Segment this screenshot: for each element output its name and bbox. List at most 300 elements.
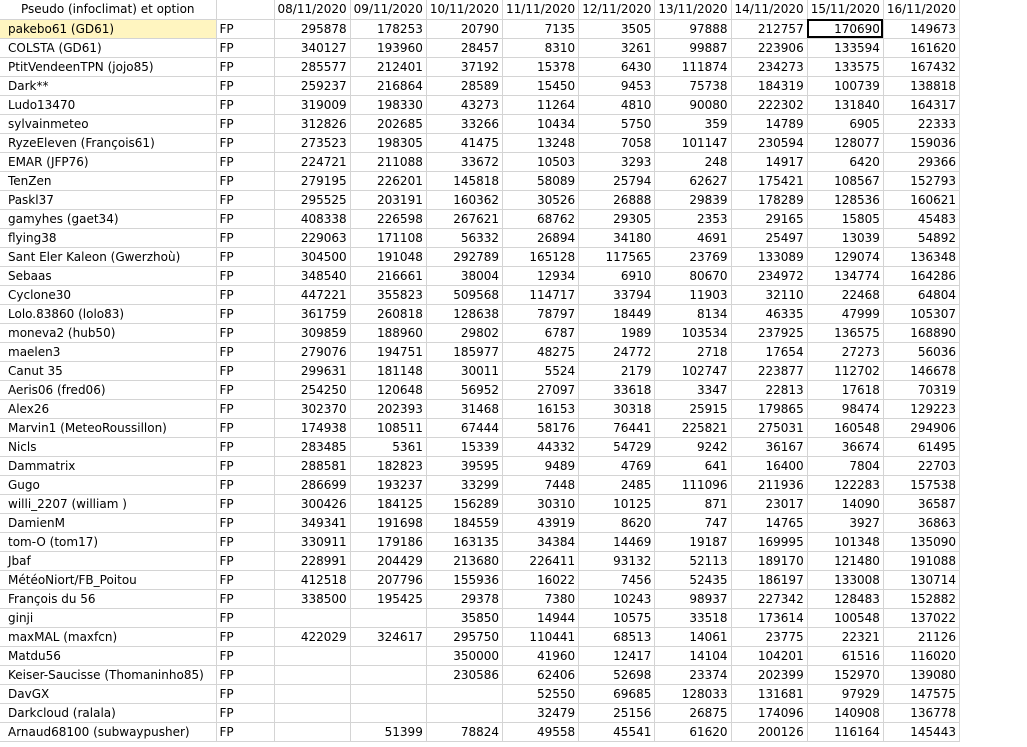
cell-value[interactable]: 51399 bbox=[350, 722, 426, 741]
cell-value[interactable]: 25794 bbox=[579, 171, 655, 190]
cell-option[interactable]: FP bbox=[216, 152, 274, 171]
cell-value[interactable]: 188960 bbox=[350, 323, 426, 342]
cell-value[interactable]: 168890 bbox=[883, 323, 959, 342]
column-header-option[interactable] bbox=[216, 0, 274, 19]
cell-pseudo[interactable]: Dammatrix bbox=[0, 456, 216, 475]
cell-value[interactable]: 174096 bbox=[731, 703, 807, 722]
cell-value[interactable]: 185977 bbox=[426, 342, 502, 361]
cell-option[interactable]: FP bbox=[216, 551, 274, 570]
cell-value[interactable]: 68762 bbox=[503, 209, 579, 228]
cell-value[interactable]: 32110 bbox=[731, 285, 807, 304]
cell-value[interactable]: 7380 bbox=[503, 589, 579, 608]
cell-pseudo[interactable]: Marvin1 (MeteoRoussillon) bbox=[0, 418, 216, 437]
cell-value[interactable]: 111874 bbox=[655, 57, 731, 76]
cell-value[interactable]: 90080 bbox=[655, 95, 731, 114]
cell-value[interactable]: 6787 bbox=[503, 323, 579, 342]
cell-value[interactable]: 228991 bbox=[274, 551, 350, 570]
cell-value[interactable]: 36167 bbox=[731, 437, 807, 456]
cell-value[interactable]: 61620 bbox=[655, 722, 731, 741]
cell-value[interactable]: 355823 bbox=[350, 285, 426, 304]
cell-value[interactable]: 25156 bbox=[579, 703, 655, 722]
cell-value[interactable]: 182823 bbox=[350, 456, 426, 475]
cell-value[interactable]: 203191 bbox=[350, 190, 426, 209]
cell-value[interactable]: 116020 bbox=[883, 646, 959, 665]
cell-value[interactable]: 226201 bbox=[350, 171, 426, 190]
cell-value[interactable]: 156289 bbox=[426, 494, 502, 513]
cell-value[interactable]: 15339 bbox=[426, 437, 502, 456]
cell-value[interactable]: 184319 bbox=[731, 76, 807, 95]
column-header-date[interactable]: 14/11/2020 bbox=[731, 0, 807, 19]
cell-value[interactable]: 15450 bbox=[503, 76, 579, 95]
cell-value[interactable]: 165128 bbox=[503, 247, 579, 266]
cell-value[interactable]: 97888 bbox=[655, 19, 731, 38]
cell-value[interactable]: 186197 bbox=[731, 570, 807, 589]
cell-value[interactable]: 178289 bbox=[731, 190, 807, 209]
cell-value[interactable]: 295525 bbox=[274, 190, 350, 209]
cell-pseudo[interactable]: Aeris06 (fred06) bbox=[0, 380, 216, 399]
cell-value[interactable]: 136778 bbox=[883, 703, 959, 722]
cell-option[interactable]: FP bbox=[216, 665, 274, 684]
cell-value[interactable]: 35850 bbox=[426, 608, 502, 627]
cell-value[interactable]: 80670 bbox=[655, 266, 731, 285]
cell-value[interactable]: 178253 bbox=[350, 19, 426, 38]
cell-value[interactable]: 3293 bbox=[579, 152, 655, 171]
cell-option[interactable]: FP bbox=[216, 228, 274, 247]
cell-value[interactable]: 25915 bbox=[655, 399, 731, 418]
cell-value[interactable]: 237925 bbox=[731, 323, 807, 342]
cell-value[interactable] bbox=[274, 684, 350, 703]
cell-value[interactable]: 10434 bbox=[503, 114, 579, 133]
cell-value[interactable]: 204429 bbox=[350, 551, 426, 570]
cell-value[interactable]: 78797 bbox=[503, 304, 579, 323]
cell-value[interactable]: 33618 bbox=[579, 380, 655, 399]
cell-option[interactable]: FP bbox=[216, 703, 274, 722]
cell-value[interactable]: 191088 bbox=[883, 551, 959, 570]
cell-value[interactable]: 871 bbox=[655, 494, 731, 513]
cell-option[interactable]: FP bbox=[216, 190, 274, 209]
cell-value[interactable]: 112702 bbox=[807, 361, 883, 380]
cell-value[interactable]: 128077 bbox=[807, 133, 883, 152]
cell-value[interactable]: 4691 bbox=[655, 228, 731, 247]
cell-value[interactable]: 17618 bbox=[807, 380, 883, 399]
cell-value[interactable]: 7058 bbox=[579, 133, 655, 152]
cell-option[interactable]: FP bbox=[216, 646, 274, 665]
cell-value[interactable]: 191048 bbox=[350, 247, 426, 266]
column-header-date[interactable]: 15/11/2020 bbox=[807, 0, 883, 19]
cell-value[interactable]: 275031 bbox=[731, 418, 807, 437]
cell-value[interactable]: 2179 bbox=[579, 361, 655, 380]
cell-value[interactable]: 33518 bbox=[655, 608, 731, 627]
cell-value[interactable]: 23769 bbox=[655, 247, 731, 266]
cell-option[interactable]: FP bbox=[216, 323, 274, 342]
cell-value[interactable] bbox=[426, 703, 502, 722]
cell-value[interactable] bbox=[350, 646, 426, 665]
cell-value[interactable]: 312826 bbox=[274, 114, 350, 133]
cell-value[interactable]: 11264 bbox=[503, 95, 579, 114]
cell-value[interactable]: 52435 bbox=[655, 570, 731, 589]
cell-pseudo[interactable]: Gugo bbox=[0, 475, 216, 494]
cell-value[interactable]: 152882 bbox=[883, 589, 959, 608]
cell-value[interactable]: 213680 bbox=[426, 551, 502, 570]
cell-pseudo[interactable]: tom-O (tom17) bbox=[0, 532, 216, 551]
cell-value[interactable]: 58089 bbox=[503, 171, 579, 190]
column-header-date[interactable]: 13/11/2020 bbox=[655, 0, 731, 19]
cell-pseudo[interactable]: sylvainmeteo bbox=[0, 114, 216, 133]
cell-value[interactable]: 361759 bbox=[274, 304, 350, 323]
cell-value[interactable]: 99887 bbox=[655, 38, 731, 57]
cell-pseudo[interactable]: maxMAL (maxfcn) bbox=[0, 627, 216, 646]
cell-value[interactable] bbox=[350, 665, 426, 684]
cell-value[interactable]: 34180 bbox=[579, 228, 655, 247]
cell-value[interactable]: 30526 bbox=[503, 190, 579, 209]
cell-value[interactable]: 254250 bbox=[274, 380, 350, 399]
cell-value[interactable]: 179186 bbox=[350, 532, 426, 551]
cell-value[interactable]: 31468 bbox=[426, 399, 502, 418]
cell-pseudo[interactable]: Dark** bbox=[0, 76, 216, 95]
cell-value[interactable]: 160362 bbox=[426, 190, 502, 209]
cell-value[interactable]: 108511 bbox=[350, 418, 426, 437]
cell-option[interactable]: FP bbox=[216, 608, 274, 627]
cell-value[interactable]: 163135 bbox=[426, 532, 502, 551]
cell-value[interactable]: 32479 bbox=[503, 703, 579, 722]
cell-value[interactable]: 14104 bbox=[655, 646, 731, 665]
cell-option[interactable]: FP bbox=[216, 285, 274, 304]
cell-value[interactable]: 47999 bbox=[807, 304, 883, 323]
cell-value[interactable]: 216864 bbox=[350, 76, 426, 95]
cell-value[interactable]: 191698 bbox=[350, 513, 426, 532]
cell-value[interactable]: 273523 bbox=[274, 133, 350, 152]
cell-option[interactable]: FP bbox=[216, 57, 274, 76]
cell-value[interactable]: 2485 bbox=[579, 475, 655, 494]
cell-value[interactable]: 300426 bbox=[274, 494, 350, 513]
cell-value[interactable]: 137022 bbox=[883, 608, 959, 627]
cell-value[interactable]: 164317 bbox=[883, 95, 959, 114]
cell-value[interactable]: 330911 bbox=[274, 532, 350, 551]
cell-value[interactable]: 1989 bbox=[579, 323, 655, 342]
cell-value[interactable]: 41960 bbox=[503, 646, 579, 665]
cell-value[interactable]: 248 bbox=[655, 152, 731, 171]
cell-value[interactable]: 198330 bbox=[350, 95, 426, 114]
cell-value[interactable]: 33299 bbox=[426, 475, 502, 494]
cell-value[interactable]: 304500 bbox=[274, 247, 350, 266]
cell-pseudo[interactable]: Lolo.83860 (lolo83) bbox=[0, 304, 216, 323]
cell-value[interactable]: 26875 bbox=[655, 703, 731, 722]
cell-value[interactable]: 234273 bbox=[731, 57, 807, 76]
cell-option[interactable]: FP bbox=[216, 475, 274, 494]
cell-option[interactable]: FP bbox=[216, 209, 274, 228]
cell-value[interactable]: 30011 bbox=[426, 361, 502, 380]
cell-value[interactable]: 13039 bbox=[807, 228, 883, 247]
cell-option[interactable]: FP bbox=[216, 247, 274, 266]
cell-value[interactable]: 202685 bbox=[350, 114, 426, 133]
cell-value[interactable]: 340127 bbox=[274, 38, 350, 57]
cell-value[interactable]: 140908 bbox=[807, 703, 883, 722]
cell-value[interactable]: 4810 bbox=[579, 95, 655, 114]
cell-value[interactable]: 211088 bbox=[350, 152, 426, 171]
cell-value[interactable] bbox=[274, 608, 350, 627]
cell-value[interactable]: 408338 bbox=[274, 209, 350, 228]
cell-value[interactable]: 184559 bbox=[426, 513, 502, 532]
cell-pseudo[interactable]: Ludo13470 bbox=[0, 95, 216, 114]
cell-pseudo[interactable]: maelen3 bbox=[0, 342, 216, 361]
cell-value[interactable]: 2718 bbox=[655, 342, 731, 361]
cell-value[interactable]: 27273 bbox=[807, 342, 883, 361]
cell-value[interactable]: 14061 bbox=[655, 627, 731, 646]
cell-value[interactable] bbox=[350, 703, 426, 722]
cell-value[interactable]: 288581 bbox=[274, 456, 350, 475]
cell-value[interactable]: 348540 bbox=[274, 266, 350, 285]
cell-value[interactable]: 22813 bbox=[731, 380, 807, 399]
cell-pseudo[interactable]: Nicls bbox=[0, 437, 216, 456]
cell-pseudo[interactable]: pakebo61 (GD61) bbox=[0, 19, 216, 38]
cell-value[interactable]: 22468 bbox=[807, 285, 883, 304]
cell-value[interactable]: 100548 bbox=[807, 608, 883, 627]
cell-value[interactable]: 324617 bbox=[350, 627, 426, 646]
cell-pseudo[interactable]: Sant Eler Kaleon (Gwerzhoù) bbox=[0, 247, 216, 266]
cell-value[interactable] bbox=[274, 665, 350, 684]
cell-value[interactable]: 61495 bbox=[883, 437, 959, 456]
cell-value[interactable]: 8134 bbox=[655, 304, 731, 323]
cell-value[interactable]: 267621 bbox=[426, 209, 502, 228]
cell-value[interactable]: 198305 bbox=[350, 133, 426, 152]
cell-value[interactable]: 62406 bbox=[503, 665, 579, 684]
cell-value[interactable]: 3261 bbox=[579, 38, 655, 57]
cell-value[interactable]: 145818 bbox=[426, 171, 502, 190]
cell-value[interactable]: 61516 bbox=[807, 646, 883, 665]
cell-value[interactable]: 193960 bbox=[350, 38, 426, 57]
cell-value[interactable]: 69685 bbox=[579, 684, 655, 703]
column-header-date[interactable]: 08/11/2020 bbox=[274, 0, 350, 19]
cell-value[interactable]: 295750 bbox=[426, 627, 502, 646]
cell-value[interactable]: 41475 bbox=[426, 133, 502, 152]
cell-value[interactable]: 227342 bbox=[731, 589, 807, 608]
cell-value[interactable]: 134774 bbox=[807, 266, 883, 285]
cell-value[interactable]: 128033 bbox=[655, 684, 731, 703]
cell-value[interactable]: 128638 bbox=[426, 304, 502, 323]
cell-value[interactable] bbox=[274, 703, 350, 722]
cell-value[interactable]: 175421 bbox=[731, 171, 807, 190]
cell-value[interactable]: 27097 bbox=[503, 380, 579, 399]
cell-value[interactable]: 3347 bbox=[655, 380, 731, 399]
cell-value[interactable]: 3927 bbox=[807, 513, 883, 532]
cell-value[interactable]: 14765 bbox=[731, 513, 807, 532]
cell-value[interactable]: 70319 bbox=[883, 380, 959, 399]
cell-value[interactable]: 14469 bbox=[579, 532, 655, 551]
cell-option[interactable]: FP bbox=[216, 494, 274, 513]
cell-value[interactable]: 105307 bbox=[883, 304, 959, 323]
cell-value[interactable]: 97929 bbox=[807, 684, 883, 703]
cell-value[interactable]: 58176 bbox=[503, 418, 579, 437]
cell-value[interactable]: 10125 bbox=[579, 494, 655, 513]
cell-value[interactable]: 14944 bbox=[503, 608, 579, 627]
cell-value[interactable]: 98937 bbox=[655, 589, 731, 608]
cell-option[interactable]: FP bbox=[216, 456, 274, 475]
cell-value[interactable]: 159036 bbox=[883, 133, 959, 152]
cell-value[interactable]: 226411 bbox=[503, 551, 579, 570]
cell-value[interactable]: 6910 bbox=[579, 266, 655, 285]
cell-value[interactable]: 116164 bbox=[807, 722, 883, 741]
cell-value[interactable]: 38004 bbox=[426, 266, 502, 285]
cell-value[interactable]: 37192 bbox=[426, 57, 502, 76]
cell-pseudo[interactable]: willi_2207 (william ) bbox=[0, 494, 216, 513]
cell-pseudo[interactable]: gamyhes (gaet34) bbox=[0, 209, 216, 228]
cell-value[interactable]: 230586 bbox=[426, 665, 502, 684]
cell-value[interactable]: 26888 bbox=[579, 190, 655, 209]
cell-value[interactable]: 152793 bbox=[883, 171, 959, 190]
cell-option[interactable]: FP bbox=[216, 342, 274, 361]
cell-value[interactable]: 152970 bbox=[807, 665, 883, 684]
cell-pseudo[interactable]: DavGX bbox=[0, 684, 216, 703]
cell-value[interactable]: 447221 bbox=[274, 285, 350, 304]
cell-value[interactable]: 64804 bbox=[883, 285, 959, 304]
cell-value[interactable]: 129223 bbox=[883, 399, 959, 418]
cell-value[interactable]: 29378 bbox=[426, 589, 502, 608]
cell-value[interactable]: 30310 bbox=[503, 494, 579, 513]
column-header-date[interactable]: 12/11/2020 bbox=[579, 0, 655, 19]
cell-option[interactable]: FP bbox=[216, 19, 274, 38]
cell-value[interactable]: 122283 bbox=[807, 475, 883, 494]
cell-value[interactable]: 149673 bbox=[883, 19, 959, 38]
cell-value[interactable]: 133575 bbox=[807, 57, 883, 76]
cell-value[interactable]: 223906 bbox=[731, 38, 807, 57]
cell-value[interactable]: 48275 bbox=[503, 342, 579, 361]
cell-value[interactable]: 43273 bbox=[426, 95, 502, 114]
cell-value[interactable]: 211936 bbox=[731, 475, 807, 494]
cell-value[interactable]: 6905 bbox=[807, 114, 883, 133]
cell-value[interactable]: 16400 bbox=[731, 456, 807, 475]
cell-value[interactable]: 179865 bbox=[731, 399, 807, 418]
cell-pseudo[interactable]: François du 56 bbox=[0, 589, 216, 608]
cell-option[interactable]: FP bbox=[216, 38, 274, 57]
cell-pseudo[interactable]: PtitVendeenTPN (jojo85) bbox=[0, 57, 216, 76]
cell-value[interactable]: 110441 bbox=[503, 627, 579, 646]
cell-value[interactable]: 6430 bbox=[579, 57, 655, 76]
cell-value[interactable]: 15805 bbox=[807, 209, 883, 228]
cell-pseudo[interactable]: Sebaas bbox=[0, 266, 216, 285]
cell-value[interactable]: 45541 bbox=[579, 722, 655, 741]
cell-value[interactable]: 101147 bbox=[655, 133, 731, 152]
cell-value[interactable]: 10575 bbox=[579, 608, 655, 627]
cell-value[interactable]: 224721 bbox=[274, 152, 350, 171]
cell-value[interactable]: 641 bbox=[655, 456, 731, 475]
cell-value[interactable]: 130714 bbox=[883, 570, 959, 589]
cell-option[interactable]: FP bbox=[216, 513, 274, 532]
cell-value[interactable]: 10503 bbox=[503, 152, 579, 171]
cell-value[interactable]: 222302 bbox=[731, 95, 807, 114]
cell-value[interactable]: 33266 bbox=[426, 114, 502, 133]
column-header-pseudo[interactable]: Pseudo (infoclimat) et option bbox=[0, 0, 216, 19]
cell-value[interactable]: 45483 bbox=[883, 209, 959, 228]
cell-value[interactable]: 36863 bbox=[883, 513, 959, 532]
cell-value[interactable]: 135090 bbox=[883, 532, 959, 551]
cell-option[interactable]: FP bbox=[216, 171, 274, 190]
cell-value[interactable]: 338500 bbox=[274, 589, 350, 608]
cell-value[interactable]: 283485 bbox=[274, 437, 350, 456]
cell-value[interactable]: 5750 bbox=[579, 114, 655, 133]
cell-option[interactable]: FP bbox=[216, 114, 274, 133]
cell-pseudo[interactable]: Canut 35 bbox=[0, 361, 216, 380]
cell-value[interactable]: 5524 bbox=[503, 361, 579, 380]
cell-option[interactable]: FP bbox=[216, 532, 274, 551]
cell-value[interactable]: 68513 bbox=[579, 627, 655, 646]
cell-value[interactable]: 129074 bbox=[807, 247, 883, 266]
cell-value[interactable] bbox=[350, 608, 426, 627]
cell-value[interactable]: 9489 bbox=[503, 456, 579, 475]
cell-value[interactable]: 157538 bbox=[883, 475, 959, 494]
cell-value[interactable]: 286699 bbox=[274, 475, 350, 494]
cell-value[interactable]: 76441 bbox=[579, 418, 655, 437]
cell-option[interactable]: FP bbox=[216, 399, 274, 418]
cell-value[interactable]: 173614 bbox=[731, 608, 807, 627]
cell-pseudo[interactable]: COLSTA (GD61) bbox=[0, 38, 216, 57]
column-header-date[interactable]: 09/11/2020 bbox=[350, 0, 426, 19]
cell-option[interactable]: FP bbox=[216, 133, 274, 152]
cell-pseudo[interactable]: Alex26 bbox=[0, 399, 216, 418]
cell-value[interactable]: 5361 bbox=[350, 437, 426, 456]
cell-value[interactable]: 25497 bbox=[731, 228, 807, 247]
cell-value[interactable]: 98474 bbox=[807, 399, 883, 418]
cell-option[interactable]: FP bbox=[216, 380, 274, 399]
cell-option[interactable]: FP bbox=[216, 589, 274, 608]
cell-value[interactable]: 33672 bbox=[426, 152, 502, 171]
cell-value[interactable]: 295878 bbox=[274, 19, 350, 38]
cell-value[interactable]: 193237 bbox=[350, 475, 426, 494]
cell-value[interactable]: 223877 bbox=[731, 361, 807, 380]
cell-value[interactable]: 12934 bbox=[503, 266, 579, 285]
cell-pseudo[interactable]: Darkcloud (ralala) bbox=[0, 703, 216, 722]
cell-option[interactable]: FP bbox=[216, 76, 274, 95]
cell-value[interactable]: 145443 bbox=[883, 722, 959, 741]
cell-value[interactable]: 164286 bbox=[883, 266, 959, 285]
cell-value[interactable]: 56036 bbox=[883, 342, 959, 361]
cell-value[interactable]: 133089 bbox=[731, 247, 807, 266]
cell-value[interactable]: 21126 bbox=[883, 627, 959, 646]
cell-pseudo[interactable]: ginji bbox=[0, 608, 216, 627]
cell-value[interactable]: 6420 bbox=[807, 152, 883, 171]
cell-value[interactable]: 133008 bbox=[807, 570, 883, 589]
cell-value[interactable]: 23017 bbox=[731, 494, 807, 513]
cell-value[interactable]: 285577 bbox=[274, 57, 350, 76]
cell-value[interactable]: 194751 bbox=[350, 342, 426, 361]
cell-value[interactable]: 52550 bbox=[503, 684, 579, 703]
cell-value[interactable]: 23775 bbox=[731, 627, 807, 646]
cell-value[interactable]: 101348 bbox=[807, 532, 883, 551]
cell-value[interactable]: 8620 bbox=[579, 513, 655, 532]
cell-value[interactable]: 181148 bbox=[350, 361, 426, 380]
cell-value[interactable]: 7804 bbox=[807, 456, 883, 475]
column-header-date[interactable]: 10/11/2020 bbox=[426, 0, 502, 19]
cell-value[interactable]: 18449 bbox=[579, 304, 655, 323]
cell-value[interactable]: 349341 bbox=[274, 513, 350, 532]
cell-value[interactable]: 36674 bbox=[807, 437, 883, 456]
cell-value[interactable]: 43919 bbox=[503, 513, 579, 532]
cell-value[interactable]: 22333 bbox=[883, 114, 959, 133]
cell-value[interactable]: 9453 bbox=[579, 76, 655, 95]
cell-value[interactable]: 279076 bbox=[274, 342, 350, 361]
cell-value[interactable]: 93132 bbox=[579, 551, 655, 570]
cell-value[interactable]: 30318 bbox=[579, 399, 655, 418]
cell-value[interactable]: 16153 bbox=[503, 399, 579, 418]
cell-value[interactable]: 189170 bbox=[731, 551, 807, 570]
cell-value[interactable]: 138818 bbox=[883, 76, 959, 95]
cell-option[interactable]: FP bbox=[216, 304, 274, 323]
cell-pseudo[interactable]: Cyclone30 bbox=[0, 285, 216, 304]
cell-value[interactable]: 29165 bbox=[731, 209, 807, 228]
cell-pseudo[interactable]: MétéoNiort/FB_Poitou bbox=[0, 570, 216, 589]
cell-value[interactable]: 29305 bbox=[579, 209, 655, 228]
cell-value[interactable]: 29839 bbox=[655, 190, 731, 209]
cell-value[interactable]: 155936 bbox=[426, 570, 502, 589]
